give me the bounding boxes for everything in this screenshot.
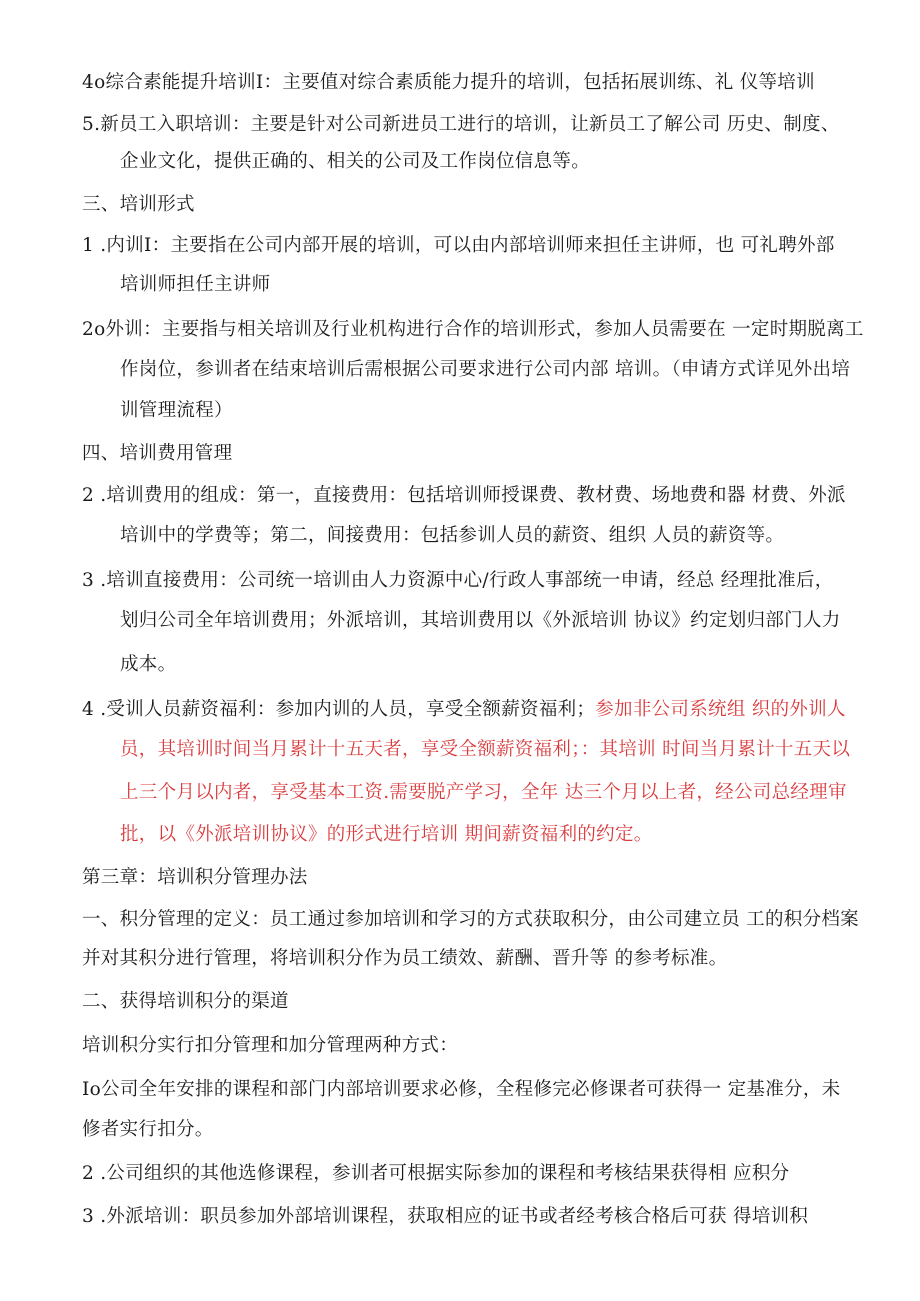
- section-heading: 三、培训形式: [82, 194, 195, 215]
- text-line: 培训中的学费等；第二，间接费用：包括参训人员的薪资、组织 人员的薪资等。: [120, 525, 785, 546]
- text-segment: 4 .受训人员薪资福利：参加内训的人员，享受全额薪资福利；: [82, 699, 596, 720]
- text-line: 培训积分实行扣分管理和加分管理两种方式：: [82, 1035, 459, 1056]
- text-line: 4o综合素能提升培训I：主要值对综合素质能力提升的培训，包括拓展训练、礼 仪等培训: [82, 72, 815, 93]
- text-line: 2o外训：主要指与相关培训及行业机构进行合作的培训形式，参加人员需要在 一定时期脱离工: [82, 319, 864, 340]
- highlighted-text: 员，其培训时间当月累计十五天者，享受全额薪资福利；：其培训 时间当月累计十五天以: [120, 739, 851, 760]
- section-heading: 四、培训费用管理: [82, 443, 233, 464]
- text-line: Io公司全年安排的课程和部门内部培训要求必修，全程修完必修课者可获得一 定基准分，未: [82, 1079, 841, 1100]
- text-line: [82, 697, 846, 723]
- text-line: 企业文化，提供正确的、相关的公司及工作岗位信息等。: [120, 151, 591, 172]
- text-line: 培训师担任主讲师: [120, 274, 271, 295]
- text-line: 训管理流程）: [120, 400, 233, 421]
- text-line: 并对其积分进行管理，将培训积分作为员工绩效、薪酬、晋升等 的参考标准。: [82, 948, 728, 969]
- section-heading: 二、获得培训积分的渠道: [82, 991, 289, 1012]
- text-line: 1 .内训I：主要指在公司内部开展的培训，可以由内部培训师来担任主讲师，也 可礼聘外部: [82, 235, 835, 256]
- text-line: 2 .公司组织的其他选修课程，参训者可根据实际参加的课程和考核结果获得相 应积分: [82, 1163, 790, 1184]
- text-line: 作岗位，参训者在结束培训后需根据公司要求进行公司内部 培训。（申请方式详见外出培: [120, 359, 851, 380]
- text-line: 3 .培训直接费用：公司统一培训由人力资源中心/行政人事部统一申请，经总 经理批准后，: [82, 570, 834, 591]
- chapter-heading: 第三章：培训积分管理办法: [82, 867, 308, 888]
- text-line: 一、积分管理的定义：员工通过参加培训和学习的方式获取积分，由公司建立员 工的积分档案: [82, 909, 859, 930]
- text-line: 3 .外派培训：职员参加外部培训课程，获取相应的证书或者经考核合格后可获 得培训积: [82, 1206, 809, 1227]
- text-line: 5.新员工入职培训：主要是针对公司新进员工进行的培训，让新员工了解公司 历史、制度、: [82, 114, 840, 135]
- text-line: 2 .培训费用的组成：第一，直接费用：包括培训师授课费、教材费、场地费和器 材费、外派: [82, 485, 846, 506]
- highlighted-text: 参加非公司系统组 织的外训人: [595, 699, 846, 720]
- highlighted-text: 批，以《外派培训协议》的形式进行培训 期间薪资福利的约定。: [120, 824, 653, 845]
- highlighted-text: 上三个月以内者，享受基本工资.需要脱产学习，全年 达三个月以上者，经公司总经理审: [120, 782, 847, 803]
- text-line: 修者实行扣分。: [82, 1119, 214, 1140]
- text-line: 成本。: [120, 654, 177, 675]
- text-line: 划归公司全年培训费用；外派培训，其培训费用以《外派培训 协议》约定划归部门人力: [120, 610, 841, 631]
